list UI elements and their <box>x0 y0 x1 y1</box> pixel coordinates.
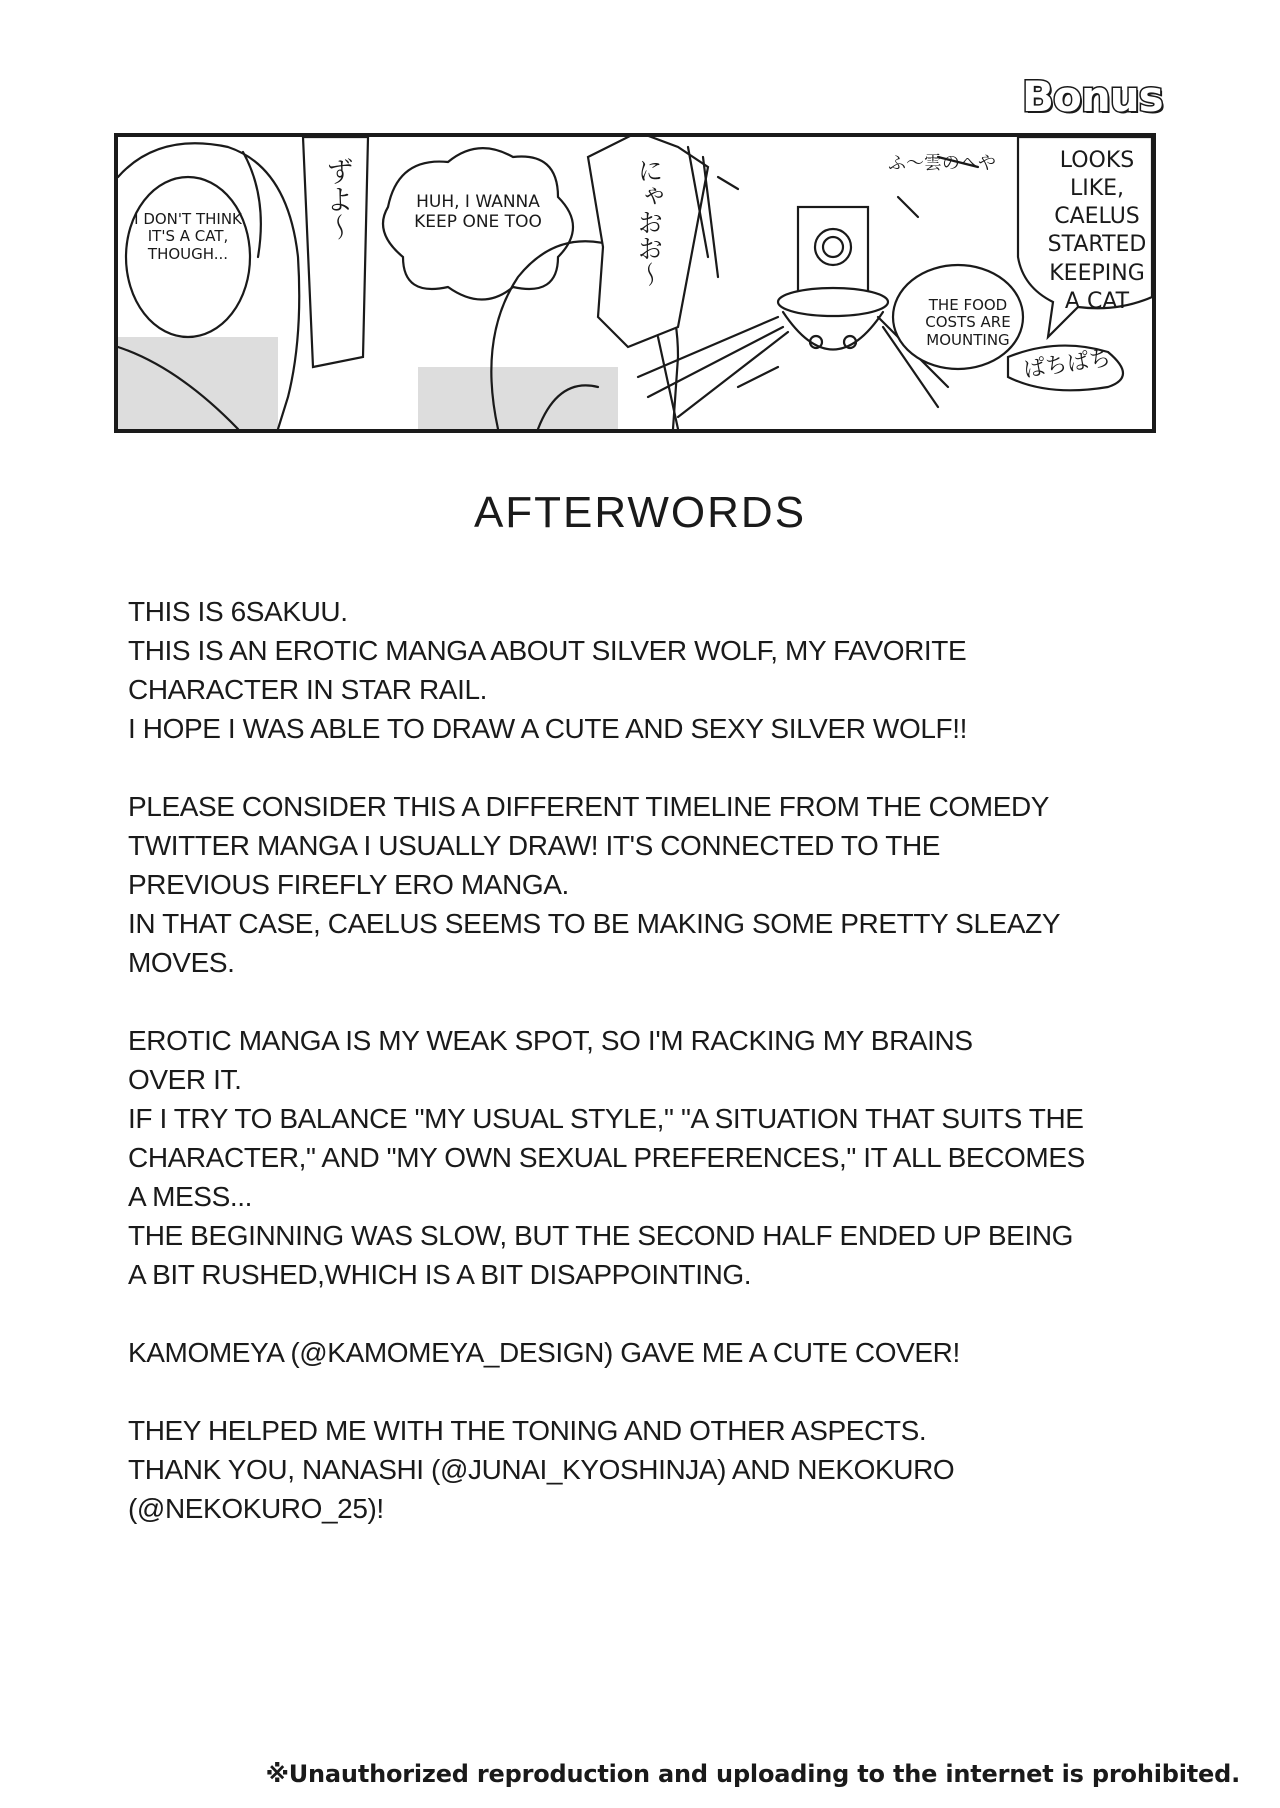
text-line: THIS IS AN EROTIC MANGA ABOUT SILVER WOLF, MY FAVORITE <box>128 635 967 666</box>
sfx-d: ぱちぱち <box>1021 345 1113 383</box>
text-line: IF I TRY TO BALANCE "MY USUAL STYLE," "A SITUATION THAT SUITS THE <box>128 1103 1084 1134</box>
speech-bubble-right-mid: THE FOOD COSTS ARE MOUNTING <box>925 296 1011 349</box>
text-line: A MESS... <box>128 1181 252 1212</box>
text-line: OVER IT. <box>128 1064 242 1095</box>
speech-bubble-cloud: HUH, I WANNA KEEP ONE TOO <box>414 192 542 232</box>
text-line: KAMOMEYA (@KAMOMEYA_DESIGN) GAVE ME A CUTE COVER! <box>128 1337 960 1368</box>
text-line: PREVIOUS FIREFLY ERO MANGA. <box>128 869 569 900</box>
afterwords-body <box>128 592 1168 1567</box>
text-line: THANK YOU, NANASHI (@JUNAI_KYOSHINJA) AND NEKOKURO <box>128 1454 955 1485</box>
paragraph <box>128 1411 1168 1528</box>
sfx-b: にゃおお〜 <box>633 157 663 287</box>
text-line: (@NEKOKURO_25)! <box>128 1493 384 1524</box>
speech-bubble-left: I DON'T THINK IT'S A CAT, THOUGH... <box>134 210 242 263</box>
text-line: MOVES. <box>128 947 235 978</box>
text-line: CHARACTER IN STAR RAIL. <box>128 674 487 705</box>
manga-panel <box>114 133 1156 433</box>
copyright-notice: ※Unauthorized reproduction and uploading to the internet is prohibited. <box>265 1760 1240 1788</box>
sfx-a: ずよ〜 <box>322 157 355 241</box>
page-title: AFTERWORDS <box>473 488 807 537</box>
text-line: A BIT RUSHED,WHICH IS A BIT DISAPPOINTING. <box>128 1259 752 1290</box>
paragraph <box>128 1021 1168 1294</box>
text-line: THE BEGINNING WAS SLOW, BUT THE SECOND HALF ENDED UP BEING <box>128 1220 1074 1251</box>
paragraph <box>128 787 1168 982</box>
text-line: EROTIC MANGA IS MY WEAK SPOT, SO I'M RACKING MY BRAINS <box>128 1025 973 1056</box>
text-line: IN THAT CASE, CAELUS SEEMS TO BE MAKING SOME PRETTY SLEAZY <box>128 908 1061 939</box>
text-line: THIS IS 6SAKUU. <box>128 596 348 627</box>
speech-bubble-right-top: LOOKS LIKE, CAELUS STARTED KEEPING A CAT <box>1047 148 1147 314</box>
sfx-c: ふ〜雲のへや <box>888 153 996 174</box>
bonus-label: Bonus <box>1022 72 1163 121</box>
paragraph <box>128 1333 1168 1372</box>
text-line: CHARACTER," AND "MY OWN SEXUAL PREFERENCES," IT ALL BECOMES <box>128 1142 1085 1173</box>
text-line: PLEASE CONSIDER THIS A DIFFERENT TIMELINE FROM THE COMEDY <box>128 791 1050 822</box>
text-line: THEY HELPED ME WITH THE TONING AND OTHER ASPECTS. <box>128 1415 927 1446</box>
paragraph <box>128 592 1168 748</box>
text-line: I HOPE I WAS ABLE TO DRAW A CUTE AND SEXY SILVER WOLF!! <box>128 713 967 744</box>
text-line: TWITTER MANGA I USUALLY DRAW! IT'S CONNECTED TO THE <box>128 830 941 861</box>
